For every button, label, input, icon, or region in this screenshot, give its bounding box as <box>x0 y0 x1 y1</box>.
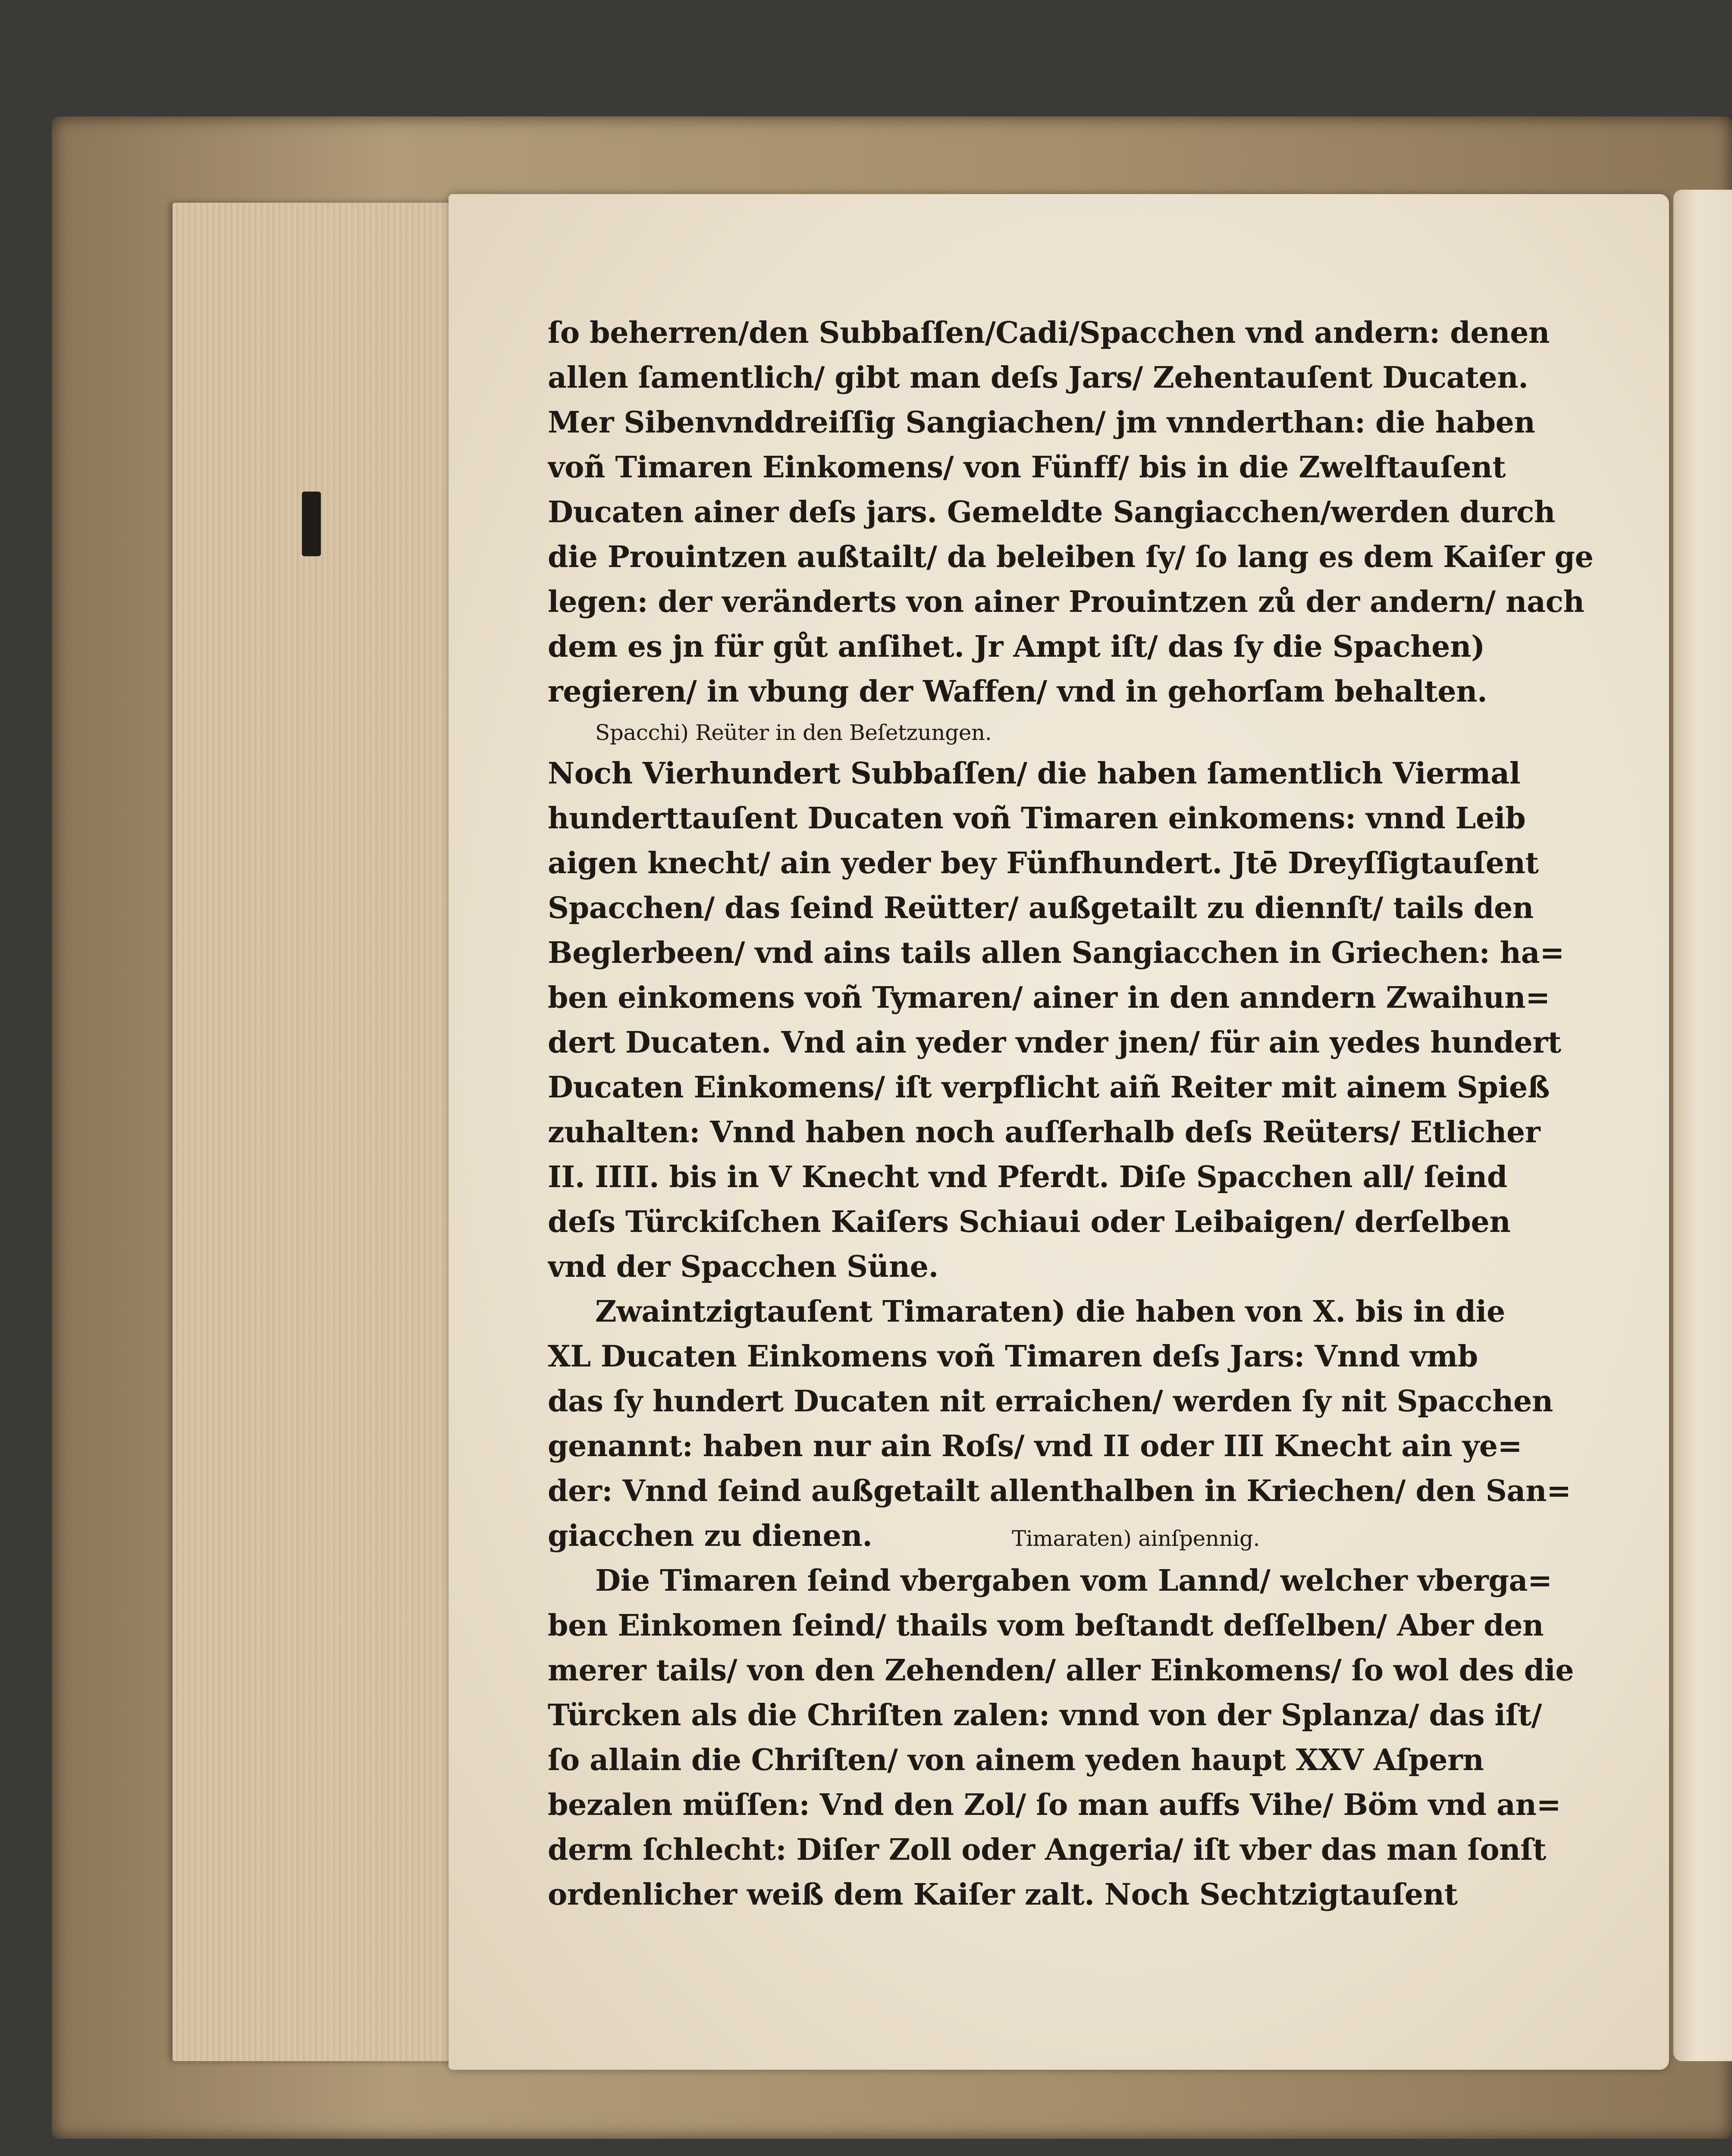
text-line: II. IIII. bis in V Knecht vnd Pferdt. Diſe Spacchen all/ ſeind <box>548 1160 1508 1194</box>
text-line: bezalen müſſen: Vnd den Zol/ ſo man auffs Vihe/ Böm vnd an= <box>548 1788 1561 1822</box>
text-line: ſo allain die Chriſten/ von ainem yeden haupt XXV Aſpern <box>548 1743 1484 1777</box>
text-line: das ſy hundert Ducaten nit erraichen/ werden ſy nit Spacchen <box>548 1384 1553 1419</box>
text-line: ben einkomens voñ Tymaren/ ainer in den anndern Zwaihun= <box>548 981 1550 1015</box>
text-line: hunderttauſent Ducaten voñ Timaren einkomens: vnnd Leib <box>548 801 1526 836</box>
text-line: allen ſamentlich/ gibt man deſs Jars/ Zehentauſent Ducaten. <box>548 360 1528 395</box>
text-line: Spacchen/ das ſeind Reütter/ außgetailt zu diennſt/ tails den <box>548 891 1534 925</box>
text-line: ben Einkomen ſeind/ thails vom beſtandt deſſelben/ Aber den <box>548 1608 1544 1643</box>
page-edges <box>173 203 457 2061</box>
facing-page-edge <box>1673 190 1732 2061</box>
text-line: dert Ducaten. Vnd ain yeder vnder jnen/ für ain yedes hundert <box>548 1025 1561 1060</box>
text-line: dem es jn für gůt anſihet. Jr Ampt iſt/ das ſy die Spachen) <box>548 630 1485 664</box>
text-line-with-gloss <box>548 1514 1617 1558</box>
text-line: Die Timaren ſeind vbergaben vom Lannd/ welcher vberga= <box>595 1564 1552 1598</box>
text-line: XL Ducaten Einkomens voñ Timaren deſs Jars: Vnnd vmb <box>548 1339 1478 1374</box>
text-line: derm ſchlecht: Diſer Zoll oder Angeria/ iſt vber das man ſonſt <box>548 1833 1547 1867</box>
text-line: Mer Sibenvnddreiſſig Sangiachen/ jm vnnderthan: die haben <box>548 405 1535 440</box>
text-line: Türcken als die Chriſten zalen: vnnd von der Splanza/ das iſt/ <box>548 1698 1542 1733</box>
text-line: Ducaten Einkomens/ iſt verpflicht aiñ Reiter mit ainem Spieß <box>548 1070 1550 1105</box>
text-fragment: giacchen zu dienen. <box>548 1519 872 1553</box>
text-line: Noch Vierhundert Subbaſſen/ die haben ſamentlich Viermal <box>548 756 1521 791</box>
margin-gloss: Timaraten) ainſpennig. <box>1011 1526 1260 1551</box>
text-line: Zwaintzigtauſent Timaraten) die haben von X. bis in die <box>595 1294 1505 1329</box>
text-line: legen: der veränderts von ainer Prouintzen zů der andern/ nach <box>548 585 1585 619</box>
text-line: ſo beherren/den Subbaſſen/Cadi/Spacchen vnd andern: denen <box>548 316 1550 350</box>
text-line: zuhalten: Vnnd haben noch auſſerhalb deſs Reüters/ Etlicher <box>548 1115 1541 1150</box>
text-line: Ducaten ainer deſs jars. Gemeldte Sangiacchen/werden durch <box>548 495 1556 530</box>
text-line: ordenlicher weiß dem Kaiſer zalt. Noch Sechtzigtauſent <box>548 1877 1458 1912</box>
clasp-mark <box>302 492 321 556</box>
text-line: der: Vnnd ſeind außgetailt allenthalben in Kriechen/ den San= <box>548 1474 1571 1508</box>
text-line: Beglerbeen/ vnd ains tails allen Sangiacchen in Griechen: ha= <box>548 936 1564 970</box>
text-line: aigen knecht/ ain yeder bey Fünfhundert. Jtē Dreyſſigtauſent <box>548 846 1539 881</box>
text-line: deſs Türckiſchen Kaiſers Schiaui oder Leibaigen/ derſelben <box>548 1205 1511 1239</box>
page-text <box>548 310 1617 1917</box>
text-line: merer tails/ von den Zehenden/ aller Einkomens/ ſo wol des die <box>548 1653 1574 1688</box>
text-line: vnd der Spacchen Süne. <box>548 1250 938 1284</box>
margin-gloss: Spacchi) Reüter in den Beſetzungen. <box>595 720 992 745</box>
text-line: genannt: haben nur ain Roſs/ vnd II oder III Knecht ain ye= <box>548 1429 1522 1463</box>
text-line: die Prouintzen außtailt/ da beleiben ſy/ ſo lang es dem Kaiſer ge <box>548 540 1594 574</box>
text-line: voñ Timaren Einkomens/ von Fünff/ bis in die Zwelftauſent <box>548 450 1506 485</box>
text-line: regieren/ in vbung der Waffen/ vnd in gehorſam behalten. <box>548 674 1487 709</box>
